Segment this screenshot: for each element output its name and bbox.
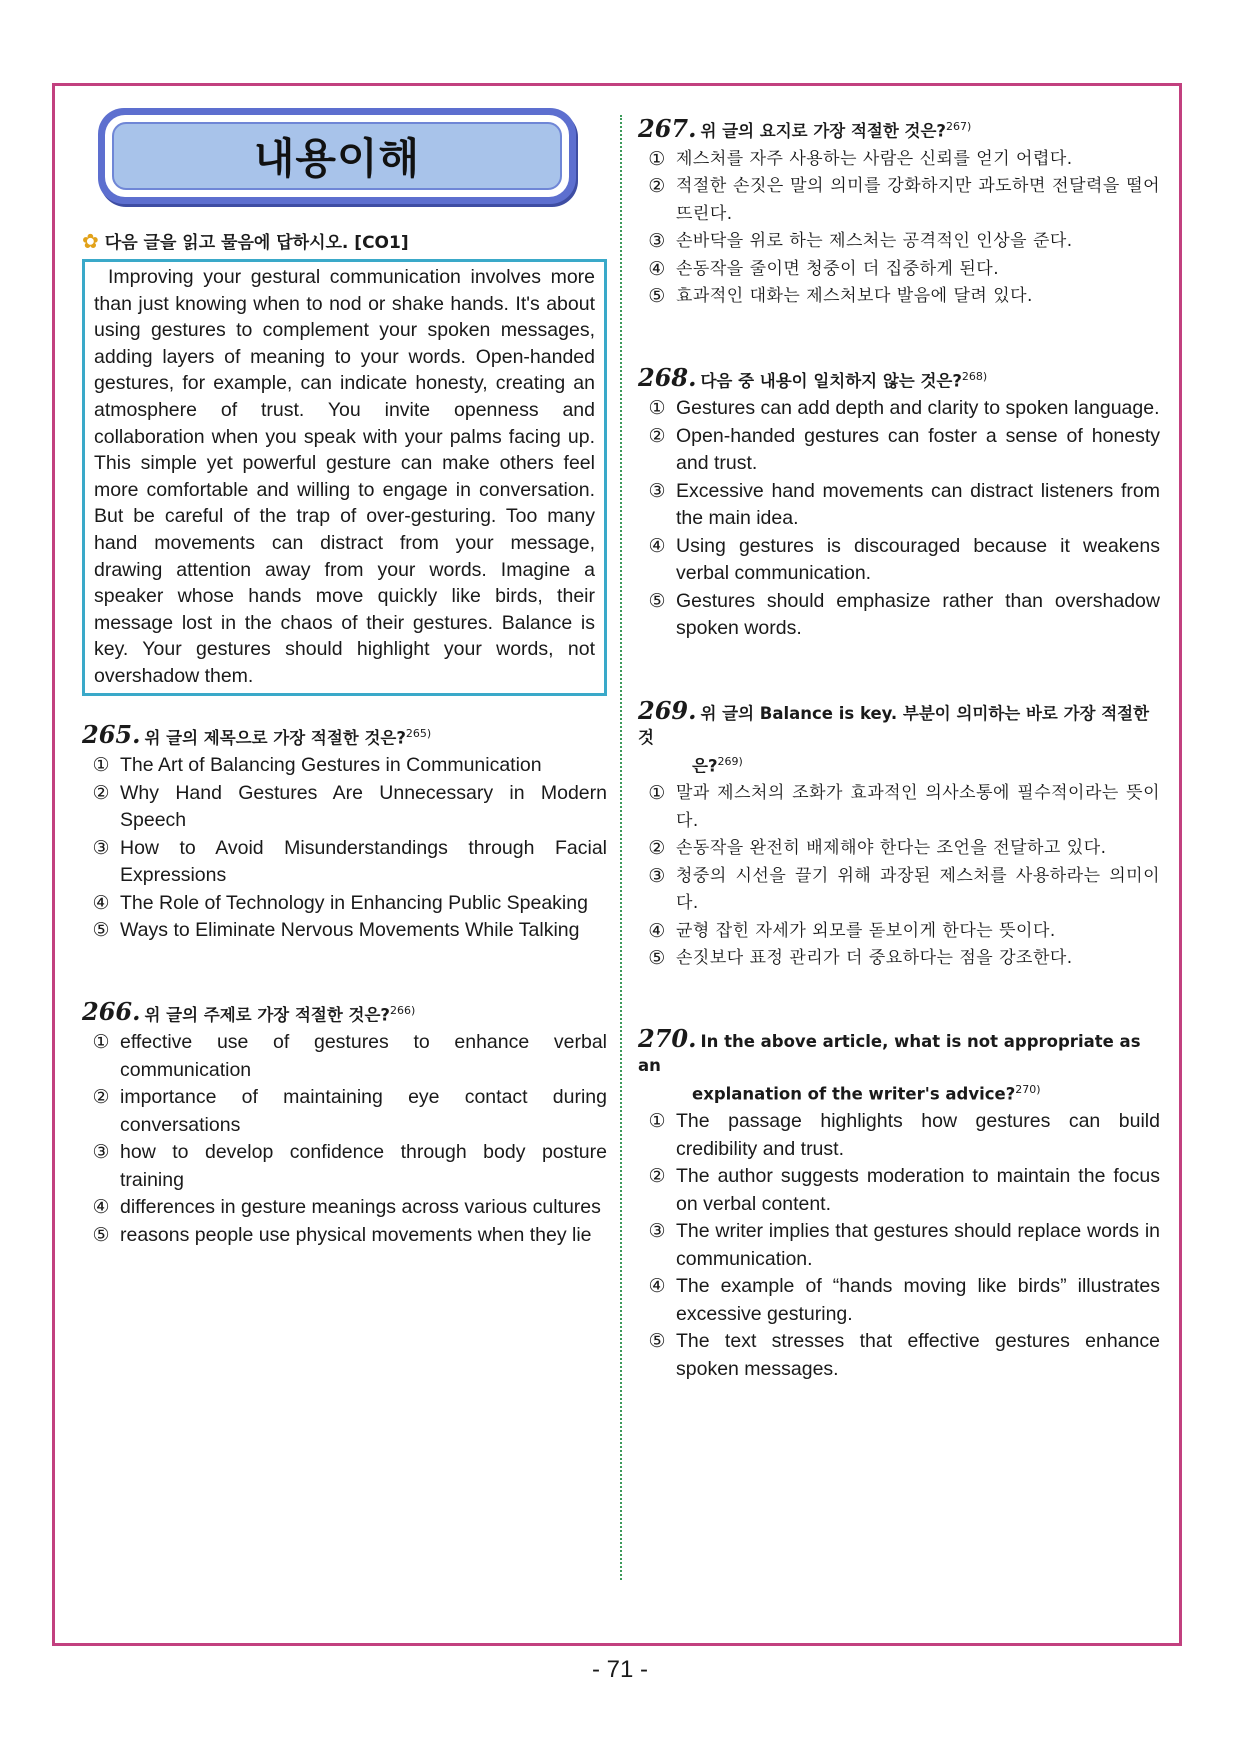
question-267	[638, 115, 1160, 311]
question-number: 270.	[638, 1023, 697, 1053]
question-text: 위 글의 Balance is key. 부분이 의미하는 바로 가장 적절한 것	[638, 703, 1150, 747]
question-ref: 269)	[717, 754, 743, 768]
option-4[interactable]: ④ The Role of Technology in Enhancing Public Speaking	[92, 891, 588, 914]
option-5[interactable]: ⑤ Gestures should emphasize rather than overshadow spoken words.	[648, 589, 1160, 639]
option-3[interactable]: ③ How to Avoid Misunderstandings through Facial Expressions	[92, 836, 607, 886]
question-268	[638, 365, 1160, 643]
option-4[interactable]: ④ 손동작을 줄이면 청중이 더 집중하게 된다.	[648, 257, 1000, 280]
option-3[interactable]: ③ 손바닥을 위로 하는 제스처는 공격적인 인상을 준다.	[648, 230, 1073, 252]
question-266	[82, 999, 607, 1250]
question-stem	[638, 115, 1160, 144]
options	[82, 1029, 607, 1249]
option-2[interactable]: ② Why Hand Gestures Are Unnecessary in Modern Speech	[92, 781, 607, 831]
options	[638, 1108, 1160, 1383]
option-3[interactable]: ③ 청중의 시선을 끌기 위해 과장된 제스처를 사용하라는 의미이다.	[648, 864, 1160, 913]
option-2[interactable]: ② 적절한 손짓은 말의 의미를 강화하지만 과도하면 전달력을 떨어뜨린다.	[648, 175, 1160, 224]
question-stem	[638, 365, 1160, 394]
question-stem	[82, 722, 607, 751]
option-5[interactable]: ⑤ The text stresses that effective gestures enhance spoken messages.	[648, 1330, 1160, 1380]
question-text: 위 글의 주제로 가장 적절한 것은?	[144, 1005, 390, 1024]
option-4[interactable]: ④ Using gestures is discouraged because it weakens verbal communication.	[648, 534, 1160, 584]
section-banner	[98, 108, 576, 204]
options	[638, 146, 1160, 311]
question-text: 위 글의 제목으로 가장 적절한 것은?	[144, 728, 406, 747]
question-text: In the above article, what is not appropriate as an	[638, 1031, 1141, 1075]
options	[638, 395, 1160, 643]
option-4[interactable]: ④ The example of “hands moving like birds” illustrates excessive gesturing.	[648, 1275, 1160, 1325]
question-text-cont: explanation of the writer's advice?	[692, 1084, 1016, 1103]
option-2[interactable]: ② 손동작을 완전히 배제해야 한다는 조언을 전달하고 있다.	[648, 837, 1107, 859]
question-stem	[638, 695, 1160, 779]
question-ref: 270)	[1015, 1082, 1041, 1096]
question-stem	[638, 1023, 1160, 1107]
option-3[interactable]: ③ The writer implies that gestures should replace words in communication.	[648, 1220, 1160, 1270]
option-1[interactable]: ① The Art of Balancing Gestures in Communication	[92, 754, 542, 776]
option-3[interactable]: ③ how to develop confidence through body posture training	[92, 1141, 607, 1191]
option-3[interactable]: ③ Excessive hand movements can distract listeners from the main idea.	[648, 479, 1160, 529]
right-column	[638, 115, 1160, 1383]
question-text: 위 글의 요지로 가장 적절한 것은?	[700, 121, 946, 141]
question-text-cont: 은?	[692, 756, 718, 775]
instruction-text: 다음 글을 읽고 물음에 답하시오. [CO1]	[104, 233, 409, 253]
question-number: 265.	[82, 720, 141, 749]
option-5[interactable]: ⑤ 손짓보다 표정 관리가 더 중요하다는 점을 강조한다.	[648, 947, 1073, 969]
option-5[interactable]: ⑤ reasons people use physical movements when they lie	[92, 1223, 592, 1246]
column-divider	[620, 115, 622, 1580]
option-1[interactable]: ① Gestures can add depth and clarity to spoken language.	[648, 397, 1160, 419]
passage-text: Improving your gestural communication involves more than just knowing when to nod or shake hands. It's about using gestures to complement your spoken messages, adding layers of meaning to your words. Open-handed gestures, for example, can indicate honesty, creating an atmosphere of trust. You invite openness and collaboration when you speak with your palms facing up. This simple yet powerful gesture can make others feel more comfortable and willing to engage in conversation. But be careful of the trap of over-gesturing. Too many hand movements can distract from your message, drawing attention away from your words. Imagine a speaker whose hands move quickly like birds, their message lost in the chaos of their gestures. Balance is key. Your gestures should highlight your words, not overshadow them.	[94, 266, 595, 687]
option-1[interactable]: ① 말과 제스처의 조화가 효과적인 의사소통에 필수적이라는 뜻이다.	[648, 782, 1160, 831]
question-ref: 267)	[945, 120, 972, 133]
question-ref: 266)	[389, 1003, 416, 1017]
options	[638, 780, 1160, 973]
option-1[interactable]: ① 제스처를 자주 사용하는 사람은 신뢰를 얻기 어렵다.	[648, 147, 1073, 170]
option-4[interactable]: ④ 균형 잡힌 자세가 외모를 돋보이게 한다는 뜻이다.	[648, 919, 1056, 942]
left-column	[82, 108, 607, 1249]
question-ref: 268)	[961, 369, 988, 383]
flower-icon: ✿	[82, 228, 99, 253]
question-number: 269.	[638, 695, 697, 725]
option-4[interactable]: ④ differences in gesture meanings across various cultures	[92, 1196, 601, 1218]
question-ref: 265)	[405, 726, 432, 740]
question-265	[82, 722, 607, 945]
option-2[interactable]: ② importance of maintaining eye contact during conversations	[92, 1086, 607, 1136]
instruction	[82, 228, 607, 253]
options	[82, 752, 607, 945]
section-title: 내용이해	[253, 134, 421, 183]
option-2[interactable]: ② Open-handed gestures can foster a sense of honesty and trust.	[648, 424, 1160, 474]
question-number: 267.	[638, 113, 697, 143]
option-5[interactable]: ⑤ 효과적인 대화는 제스처보다 발음에 달려 있다.	[648, 285, 1033, 307]
question-text: 다음 중 내용이 일치하지 않는 것은?	[700, 371, 962, 390]
option-5[interactable]: ⑤ Ways to Eliminate Nervous Movements While Talking	[92, 919, 580, 941]
option-1[interactable]: ① The passage highlights how gestures can build credibility and trust.	[648, 1110, 1160, 1160]
option-2[interactable]: ② The author suggests moderation to maintain the focus on verbal content.	[648, 1165, 1160, 1215]
reading-passage	[82, 259, 607, 696]
question-number: 268.	[638, 363, 697, 392]
option-1[interactable]: ① effective use of gestures to enhance verbal communication	[92, 1031, 607, 1081]
page-number: - 71 -	[591, 1656, 648, 1683]
question-269	[638, 695, 1160, 973]
question-number: 266.	[82, 997, 141, 1026]
question-stem	[82, 999, 607, 1028]
question-270	[638, 1023, 1160, 1384]
